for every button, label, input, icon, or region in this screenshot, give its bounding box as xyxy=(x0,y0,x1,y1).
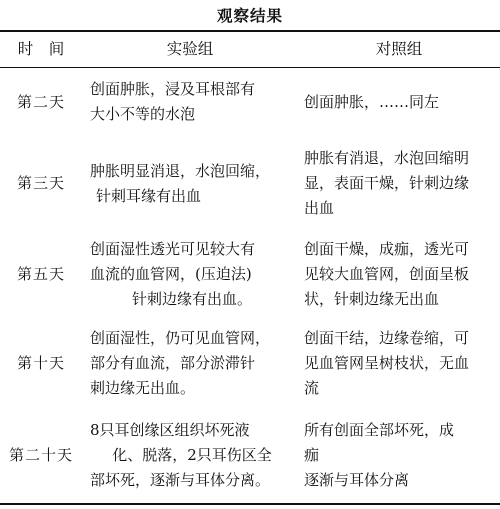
cell-line: 状，针刺边缘无出血 xyxy=(304,289,440,308)
cell-line: 见血管网呈树枝状，无血 xyxy=(304,353,470,372)
cell-line: 创面干燥，成痂，透光可 xyxy=(304,239,470,258)
cell-line: 刺边缘无出血。 xyxy=(90,378,196,397)
cell-line: 针刺耳缘有出血 xyxy=(96,186,202,205)
cell-line: 痂 xyxy=(304,446,320,464)
cell-line: 出血 xyxy=(304,199,335,217)
control-cell xyxy=(298,137,500,230)
control-cell xyxy=(298,408,500,504)
day-cell: 第五天 xyxy=(16,264,65,283)
cell-line: 见较大血管网，创面呈板 xyxy=(304,264,470,283)
cell-line: 血流的血管网，(压迫法) xyxy=(90,264,252,283)
header-control-group: 对照组 xyxy=(298,31,500,67)
cell-line: 针刺边缘有出血。 xyxy=(131,289,252,308)
cell-line: 部分有血流，部分淤滞针 xyxy=(90,353,256,372)
day-cell: 第三天 xyxy=(16,174,65,192)
control-cell xyxy=(298,318,500,408)
experimental-cell xyxy=(82,67,298,137)
experimental-cell xyxy=(82,230,298,318)
cell-line: 化、脱落，2只耳伤区全 xyxy=(112,446,272,464)
cell-line: 8只耳创缘区组织坏死液 xyxy=(90,421,250,439)
cell-line: 创面湿性，仍可见血管网， xyxy=(90,328,271,347)
cell-line: 部坏死，逐渐与耳体分离。 xyxy=(90,471,271,489)
cell-line: 大小不等的水泡 xyxy=(90,105,196,124)
cell-line: 创面肿胀，……同左 xyxy=(304,92,440,111)
cell-line: 创面肿胀，浸及耳根部有 xyxy=(90,80,256,99)
table-row xyxy=(0,137,500,230)
cell-line: 肿胀有消退，水泡回缩明 xyxy=(304,149,470,167)
day-cell: 第十天 xyxy=(16,353,65,372)
cell-line: 显，表面干燥，针刺边缘 xyxy=(304,174,470,192)
control-cell xyxy=(298,67,500,137)
experimental-cell xyxy=(82,408,298,504)
control-cell xyxy=(298,230,500,318)
header-time: 时 间 xyxy=(0,31,82,67)
header-experimental-group: 实验组 xyxy=(82,31,298,67)
table-row xyxy=(0,408,500,504)
header-row xyxy=(0,31,500,67)
experimental-cell xyxy=(82,318,298,408)
cell-line: 创面湿性透光可见较大有 xyxy=(90,239,256,258)
table-row xyxy=(0,318,500,408)
table-row xyxy=(0,230,500,318)
table-title: 观察结果 xyxy=(216,7,283,25)
day-cell: 第二十天 xyxy=(0,408,82,504)
day-cell: 第二天 xyxy=(16,92,65,111)
cell-line: 创面干结，边缘卷缩，可 xyxy=(304,328,470,347)
experimental-cell xyxy=(82,137,298,230)
cell-line: 流 xyxy=(304,378,320,397)
cell-line: 肿胀明显消退，水泡回缩， xyxy=(90,161,271,180)
cell-line: 所有创面全部坏死，成 xyxy=(304,421,455,439)
observation-table xyxy=(0,30,500,505)
table-row xyxy=(0,67,500,137)
cell-line: 逐渐与耳体分离 xyxy=(304,471,410,489)
